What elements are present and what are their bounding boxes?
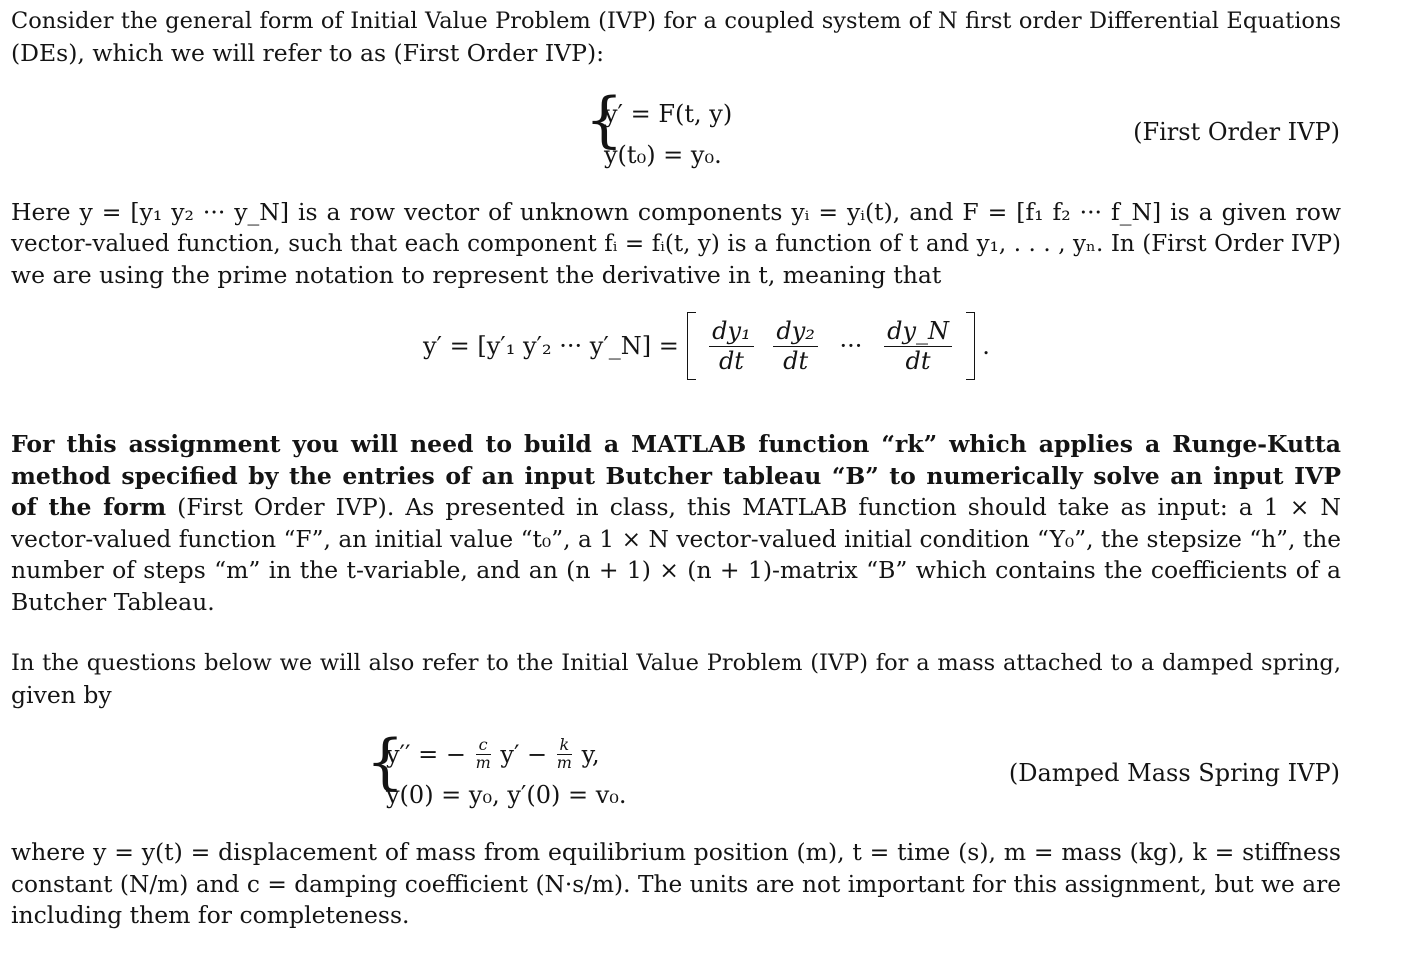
right-bracket: [966, 312, 975, 380]
derivative-period: .: [982, 332, 990, 360]
frac1-numerator: dy₁: [709, 317, 754, 347]
here-line-2: vector-valued function, such that each component fᵢ = fᵢ(t, y) is a function of t and y₁, . . . , yₙ. In (First Order IVP): [11, 230, 1341, 257]
frac2-denominator: dt: [783, 346, 809, 375]
here-line-3: we are using the prime notation to represent the derivative in t, meaning that: [11, 261, 942, 290]
derivative-dots: ···: [839, 332, 863, 360]
frac2-numerator: dy₂: [773, 317, 818, 347]
damped-ivp-tag: (Damped Mass Spring IVP): [1008, 759, 1340, 787]
first-order-ivp-eq2: y(t₀) = y₀.: [604, 141, 722, 169]
frac3-numerator: dy_N: [884, 317, 952, 347]
frac1-denominator: dt: [718, 346, 744, 375]
where-line-3: including them for completeness.: [11, 901, 410, 930]
intro-line-1: Consider the general form of Initial Value Problem (IVP) for a coupled system of N first order Differential Equations: [11, 8, 1341, 34]
derivative-equation: [423, 312, 990, 380]
fraction-dyN-dt: [884, 317, 952, 376]
where-paragraph: [11, 837, 1341, 932]
assignment-line-3: [11, 492, 1341, 524]
assignment-line-5: number of steps “m” in the t-variable, and an (n + 1) × (n + 1)-matrix “B” which contains the coefficients of a: [11, 556, 1341, 585]
fraction-dy1-dt: [709, 317, 754, 376]
assignment-line-2: method specified by the entries of an input Butcher tableau “B” to numerically solve an input IVP: [11, 461, 1341, 490]
m2-denominator: m: [556, 752, 572, 772]
where-line-2: constant (N/m) and c = damping coefficient (N·s/m). The units are not important for this assignment, but we are: [11, 870, 1341, 898]
first-order-ivp-eq1: y′ = F(t, y): [604, 100, 733, 128]
first-order-ivp-tag: (First Order IVP): [1133, 118, 1340, 146]
intro-line-2: (DEs), which we will refer to as (First Order IVP):: [11, 38, 605, 67]
frac3-denominator: dt: [905, 346, 931, 375]
derivative-lhs: y′ = [y′₁ y′₂ ··· y′_N] =: [423, 332, 679, 360]
damped-line-2: given by: [11, 680, 112, 709]
assignment-line-3-rest: (First Order IVP). As presented in class, this MATLAB function should take as input: a 1 × N: [177, 493, 1341, 522]
here-line-1: Here y = [y₁ y₂ ··· y_N] is a row vector of unknown components yᵢ = yᵢ(t), and F = [f₁ f₂ ··· f_N] is a given row: [11, 198, 1341, 226]
here-paragraph: [11, 197, 1341, 292]
left-bracket: [687, 312, 696, 380]
k-numerator: k: [557, 737, 572, 755]
c-over-m-fraction: [476, 737, 491, 772]
assignment-paragraph: [11, 429, 1341, 619]
assignment-line-4: vector-valued function “F”, an initial value “t₀”, a 1 × N vector-valued initial condition “Y₀”, the stepsize “h”, the: [11, 525, 1341, 553]
fraction-dy2-dt: [773, 317, 818, 376]
damped-paragraph: [11, 648, 1341, 711]
c-numerator: c: [476, 737, 491, 755]
intro-paragraph: [11, 6, 1341, 69]
damped-ivp-eq2: y(0) = y₀, y′(0) = v₀.: [386, 781, 627, 809]
assignment-line-6: Butcher Tableau.: [11, 587, 215, 616]
damped-eq1-end: y,: [581, 740, 600, 769]
damped-ivp-eq1: [386, 737, 600, 772]
k-over-m-fraction: [557, 737, 572, 772]
damped-eq1-lhs: y′′ = −: [386, 740, 466, 769]
first-order-ivp-brace: {: [585, 85, 624, 155]
damped-ivp-brace: {: [366, 727, 405, 797]
m1-denominator: m: [475, 752, 491, 772]
where-line-1: where y = y(t) = displacement of mass from equilibrium position (m), t = time (s), m = mass (kg), k = stiffness: [11, 838, 1341, 866]
assignment-line-1: For this assignment you will need to build a MATLAB function “rk” which applies a Runge-Kutta: [11, 430, 1341, 458]
damped-line-1: In the questions below we will also refer to the Initial Value Problem (IVP) for a mass attached to a damped spring,: [11, 650, 1341, 676]
damped-eq1-mid: y′ −: [500, 740, 548, 769]
assignment-line-3-bold: of the form: [11, 493, 167, 522]
